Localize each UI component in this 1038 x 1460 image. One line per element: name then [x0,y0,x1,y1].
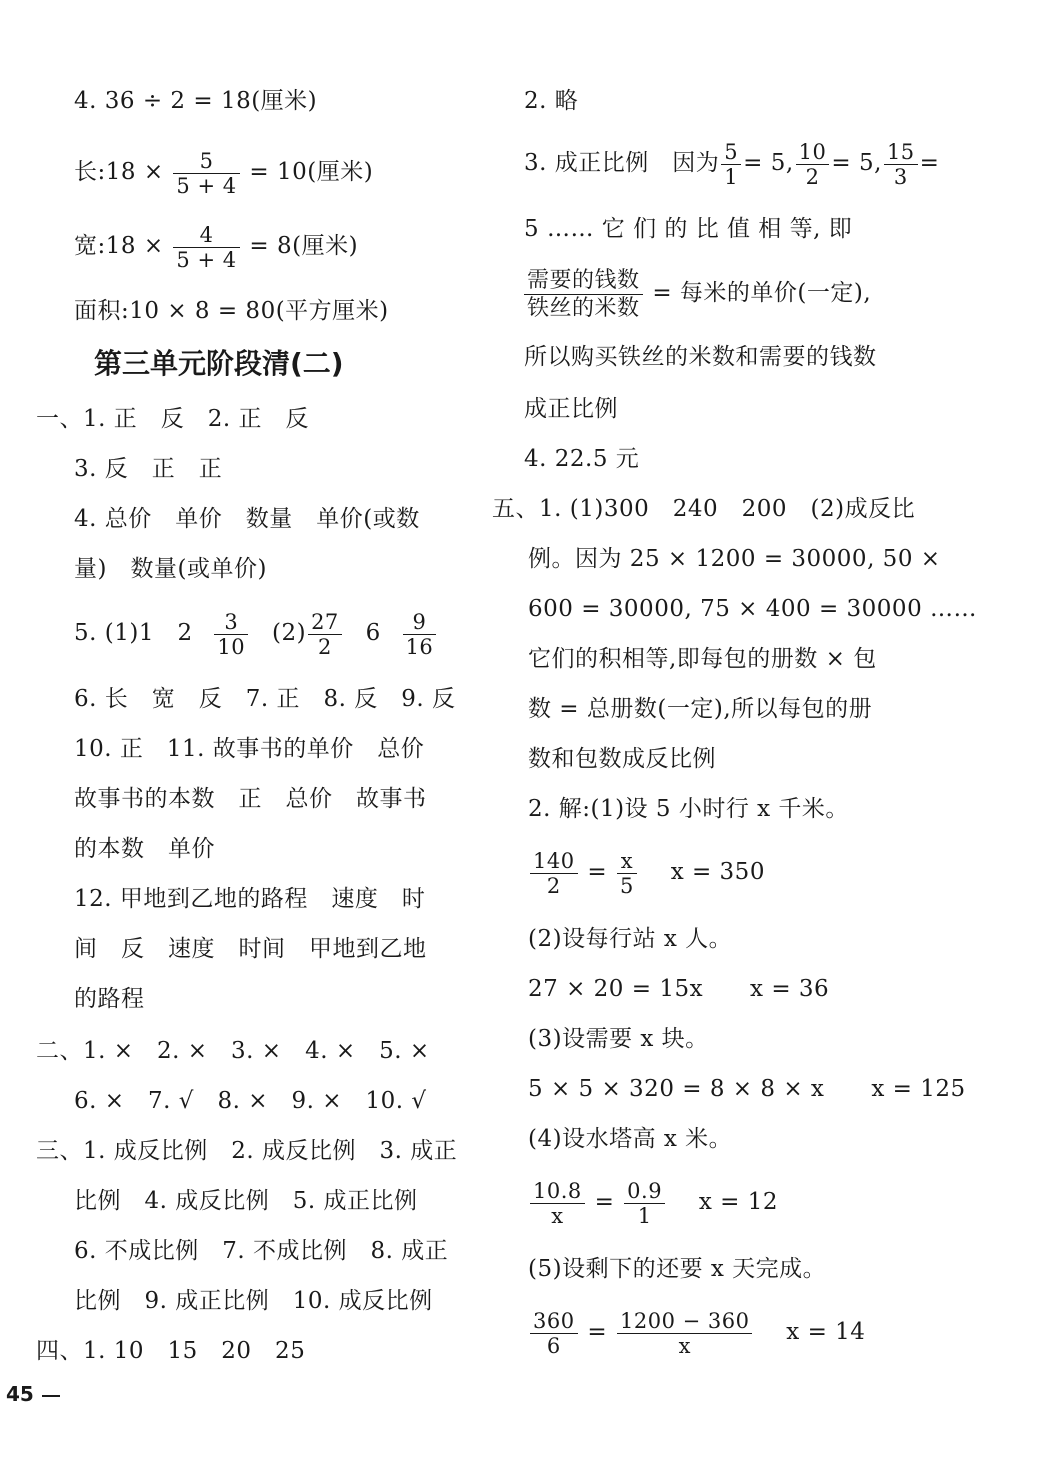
word-fraction: $\frac{\text{需要的钱数}}{\text{铁丝的米数}}$ [524,267,643,322]
fraction: $\frac{9}{16}$ [403,610,437,659]
section-title: 第三单元阶段清(二) [94,347,344,380]
answer-4-area: 面积:10 × 8 = 80(平方厘米) [74,298,389,324]
part1-line6: 6. 长 宽 反 7. 正 8. 反 9. 反 [74,686,456,712]
fraction: $\frac{5}{1}$ [721,140,741,189]
part5-line2: 例。因为 25 × 1200 = 30000, 50 × [528,546,941,572]
fraction: $\frac{15}{3}$ [884,140,918,189]
answer-4-line: 4. 36 ÷ 2 = 18(厘米) [74,88,318,114]
part2-line1: 二、1. × 2. × 3. × 4. × 5. × [36,1038,430,1064]
part1-line1: 一、1. 正 反 2. 正 反 [36,406,310,432]
part1-q5: 5. (1)1 2 $\frac{3}{10}$ (2) $\frac{27}{2}$ 6 $\frac{9}{16}$ [74,608,438,658]
fraction: $\frac{4}{5 + 4}$ [173,223,239,272]
part5-line5: 数 = 总册数(一定),所以每包的册 [528,696,873,722]
equation-2: $\frac{10.8}{x}$ = $\frac{0.9}{1}$ x = 12 [528,1176,778,1228]
part1-line11: 间 反 速度 时间 甲地到乙地 [74,936,427,962]
part5-line8: (2)设每行站 x 人。 [528,926,733,952]
answer-r7: 4. 22.5 元 [524,446,640,472]
part3-line2: 比例 4. 成反比例 5. 成正比例 [74,1188,418,1214]
answer-r3: 5 …… 它 们 的 比 值 相 等, 即 [524,216,853,242]
part5-line9: 27 × 20 = 15x x = 36 [528,976,830,1002]
fraction: $\frac{x}{5}$ [617,849,637,898]
answer-4-width: 宽:18 × $\frac{4}{5 + 4}$ = 8(厘米) [74,222,359,272]
page-number: 45 [6,1382,34,1406]
page-number-dash [42,1395,60,1397]
part1-line3: 4. 总价 单价 数量 单价(或数 [74,506,420,532]
part5-line7: 2. 解:(1)设 5 小时行 x 千米。 [528,796,849,822]
part3-line3: 6. 不成比例 7. 不成比例 8. 成正 [74,1238,449,1264]
part5-line12: (4)设水塔高 x 米。 [528,1126,733,1152]
fraction: $\frac{0.9}{1}$ [624,1179,665,1228]
fraction: $\frac{1200 - 360}{x}$ [617,1309,752,1358]
part5-line6: 数和包数成反比例 [528,746,716,772]
equation-3: $\frac{360}{6}$ = $\frac{1200 - 360}{x}$ x = 14 [528,1306,865,1358]
answer-r2: 3. 成正比例 因为 $\frac{5}{1}$ = 5, $\frac{10}{2}$ = 5, $\frac{15}{3}$ = [524,139,940,189]
fraction: $\frac{5}{5 + 4}$ [173,149,239,198]
answer-r5: 所以购买铁丝的米数和需要的钱数 [524,344,877,370]
answer-4-length: 长:18 × $\frac{5}{5 + 4}$ = 10(厘米) [74,148,374,198]
fraction: $\frac{360}{6}$ [530,1309,578,1358]
part1-line8: 故事书的本数 正 总价 故事书 [74,786,427,812]
part2-line2: 6. × 7. √ 8. × 9. × 10. √ [74,1088,427,1114]
fraction: $\frac{27}{2}$ [308,610,342,659]
fraction: $\frac{140}{2}$ [530,849,578,898]
part5-line11: 5 × 5 × 320 = 8 × 8 × x x = 125 [528,1076,966,1102]
part5-line3: 600 = 30000, 75 × 400 = 30000 …… [528,596,978,622]
part4-line1: 四、1. 10 15 20 25 [36,1338,306,1364]
part1-line12: 的路程 [74,986,145,1012]
equation-1: $\frac{140}{2}$ = $\frac{x}{5}$ x = 350 [528,846,765,898]
answer-r1: 2. 略 [524,88,579,114]
part5-line1: 五、1. (1)300 240 200 (2)成反比 [492,496,916,522]
part3-line1: 三、1. 成反比例 2. 成反比例 3. 成正 [36,1138,458,1164]
answer-r6: 成正比例 [524,396,618,422]
part1-line7: 10. 正 11. 故事书的单价 总价 [74,736,425,762]
fraction: $\frac{10.8}{x}$ [530,1179,585,1228]
part3-line4: 比例 9. 成正比例 10. 成反比例 [74,1288,433,1314]
part5-line4: 它们的积相等,即每包的册数 × 包 [528,646,877,672]
part1-line4: 量) 数量(或单价) [74,556,267,582]
part1-line9: 的本数 单价 [74,836,215,862]
part1-line2: 3. 反 正 正 [74,456,223,482]
part1-line10: 12. 甲地到乙地的路程 速度 时 [74,886,426,912]
answer-r4: $\frac{\text{需要的钱数}}{\text{铁丝的米数}}$ = 每米的单价(一定), [524,264,871,322]
part5-line10: (3)设需要 x 块。 [528,1026,709,1052]
fraction: $\frac{10}{2}$ [796,140,830,189]
part5-line13: (5)设剩下的还要 x 天完成。 [528,1256,827,1282]
fraction: $\frac{3}{10}$ [214,610,248,659]
